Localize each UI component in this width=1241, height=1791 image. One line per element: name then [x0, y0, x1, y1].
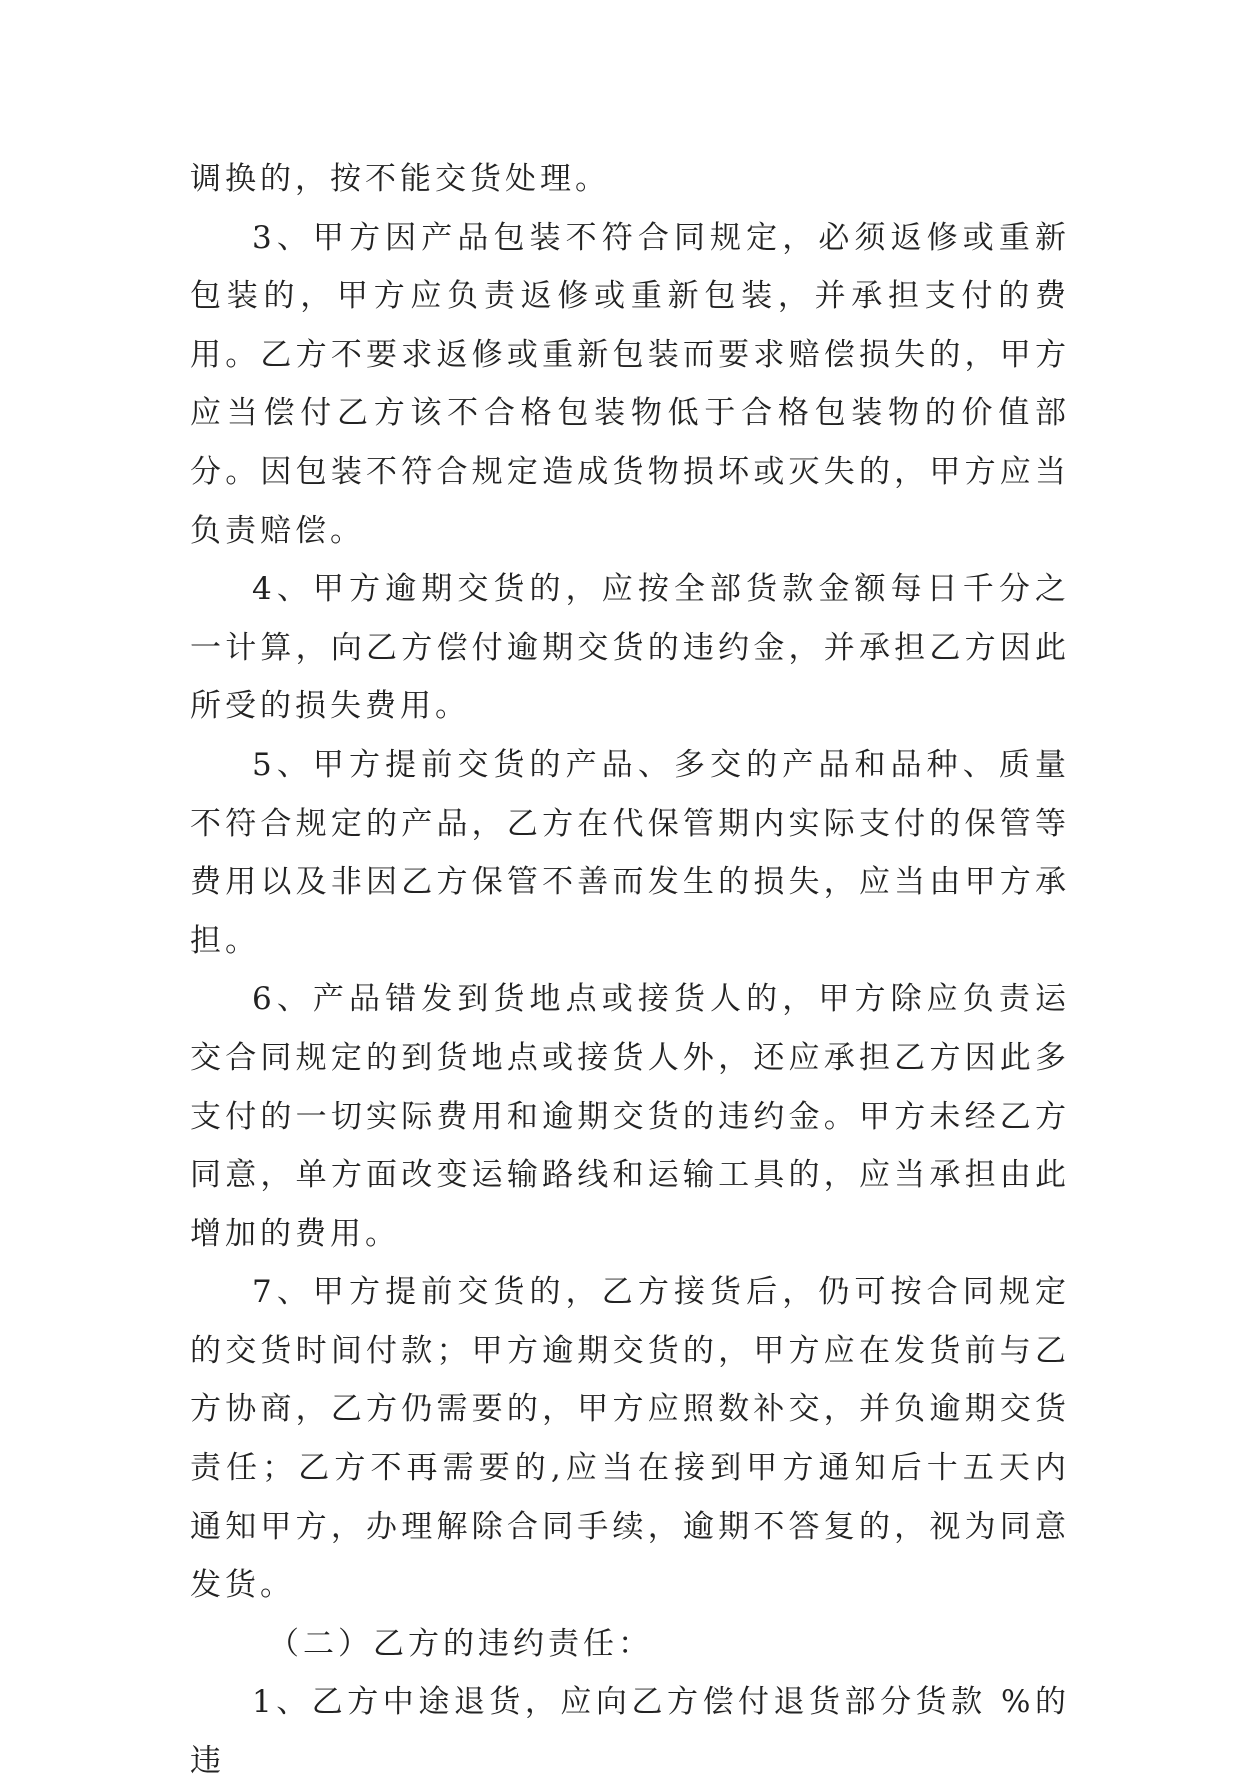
paragraph-clause-3: 3、甲方因产品包装不符合同规定，必须返修或重新包装的，甲方应负责返修或重新包装，并承担支付的费用。乙方不要求返修或重新包装而要求赔偿损失的，甲方应当偿付乙方该不合格包装物低于合格包装物的价值部分。因包装不符合规定造成货物损坏或灭失的，甲方应当负责赔偿。: [190, 219, 1070, 549]
section-heading-party-b-liability: （二）乙方的违约责任：: [268, 1625, 653, 1662]
paragraph-clause-7: 7、甲方提前交货的，乙方接货后，仍可按合同规定的交货时间付款；甲方逾期交货的，甲方应在发货前与乙方协商，乙方仍需要的，甲方应照数补交，并负逾期交货责任；乙方不再需要的,应当在接到甲方通知后十五天内通知甲方，办理解除合同手续，逾期不答复的，视为同意发货。: [190, 1274, 1070, 1604]
paragraph-party-b-clause-1: 1、乙方中途退货，应向乙方偿付退货部分货款 %的违: [190, 1684, 1070, 1780]
paragraph-continuation: 调换的，按不能交货处理。: [190, 161, 610, 197]
paragraph-clause-5: 5、甲方提前交货的产品、多交的产品和品种、质量不符合规定的产品，乙方在代保管期内实际支付的保管等费用以及非因乙方保管不善而发生的损失，应当由甲方承担。: [190, 746, 1070, 959]
paragraph-clause-4: 4、甲方逾期交货的，应按全部货款金额每日千分之一计算，向乙方偿付逾期交货的违约金，并承担乙方因此所受的损失费用。: [190, 571, 1070, 725]
document-body: [190, 150, 1070, 1791]
paragraph-clause-6: 6、产品错发到货地点或接货人的，甲方除应负责运交合同规定的到货地点或接货人外，还应承担乙方因此多支付的一切实际费用和逾期交货的违约金。甲方未经乙方同意，单方面改变运输路线和运输工具的，应当承担由此增加的费用。: [190, 981, 1070, 1252]
